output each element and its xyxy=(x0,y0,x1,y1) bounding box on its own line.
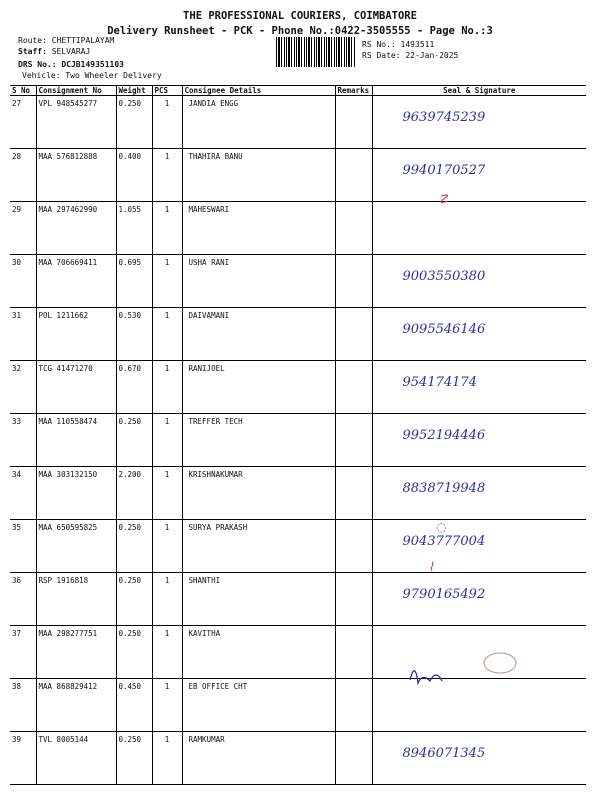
table-row xyxy=(10,573,586,626)
cell-signature xyxy=(372,520,586,573)
cell-consignee: KRISHNAKUMAR xyxy=(182,467,335,520)
staff-line xyxy=(18,47,90,56)
cell-consignment: MAA 110558474 xyxy=(36,414,116,467)
table-row xyxy=(10,149,586,202)
route-line xyxy=(18,36,114,45)
cell-signature xyxy=(372,202,586,255)
cell-consignee: THAHIRA BANU xyxy=(182,149,335,202)
cell-weight: 0.250 xyxy=(116,626,152,679)
barcode xyxy=(276,37,356,67)
cell-consignment: VPL 948545277 xyxy=(36,96,116,149)
cell-sno: 38 xyxy=(10,679,36,732)
table-row xyxy=(10,202,586,255)
cell-consignee: TREFFER TECH xyxy=(182,414,335,467)
col-sno: S No xyxy=(10,86,36,96)
vehicle-label: Vehicle: xyxy=(22,71,61,80)
drs-value: DCJB149351103 xyxy=(61,60,124,69)
cell-consignment: MAA 298277751 xyxy=(36,626,116,679)
table-row xyxy=(10,96,586,149)
drs-line xyxy=(18,60,124,69)
cell-remarks xyxy=(335,467,372,520)
cell-signature xyxy=(372,308,586,361)
cell-pcs: 1 xyxy=(152,361,182,414)
col-consignment: Consignment No xyxy=(36,86,116,96)
handwritten-signature: 9790165492 xyxy=(402,587,486,602)
col-consignee: Consignee Details xyxy=(182,86,335,96)
runsheet-title: Delivery Runsheet - PCK - Phone No.:0422-3505555 - Page No.:3 xyxy=(107,25,493,37)
cell-consignment: POL 1211662 xyxy=(36,308,116,361)
cell-weight: 1.055 xyxy=(116,202,152,255)
cell-sno: 36 xyxy=(10,573,36,626)
handwritten-signature: 8946071345 xyxy=(402,746,486,761)
table-row xyxy=(10,467,586,520)
cell-pcs: 1 xyxy=(152,202,182,255)
handwritten-signature: 9043777004 xyxy=(402,534,486,549)
cell-pcs: 1 xyxy=(152,255,182,308)
cell-remarks xyxy=(335,149,372,202)
cell-consignee: EB OFFICE CHT xyxy=(182,679,335,732)
cell-consignment: TVL 8005144 xyxy=(36,732,116,785)
stamp-mark: ⌇ xyxy=(428,560,434,574)
cell-consignee: MAHESWARI xyxy=(182,202,335,255)
handwritten-signature: 954174174 xyxy=(402,375,477,390)
cell-pcs: 1 xyxy=(152,626,182,679)
cell-weight: 0.450 xyxy=(116,679,152,732)
cell-consignment: MAA 297462990 xyxy=(36,202,116,255)
cell-pcs: 1 xyxy=(152,679,182,732)
cell-sno: 33 xyxy=(10,414,36,467)
handwritten-signature: 9940170527 xyxy=(402,163,486,178)
col-signature: Seal & Signature xyxy=(372,86,586,96)
cell-sno: 37 xyxy=(10,626,36,679)
cell-remarks xyxy=(335,520,372,573)
cell-weight: 0.250 xyxy=(116,96,152,149)
table-row xyxy=(10,255,586,308)
cell-signature xyxy=(372,149,586,202)
rs-no-line xyxy=(362,40,434,49)
cell-remarks xyxy=(335,626,372,679)
col-weight: Weight xyxy=(116,86,152,96)
cell-consignment: MAA 303132150 xyxy=(36,467,116,520)
cell-consignment: MAA 650595825 xyxy=(36,520,116,573)
cell-weight: 2.200 xyxy=(116,467,152,520)
cell-consignee: DAIVAMANI xyxy=(182,308,335,361)
cell-weight: 0.250 xyxy=(116,520,152,573)
cell-consignment: MAA 576812888 xyxy=(36,149,116,202)
cell-pcs: 1 xyxy=(152,149,182,202)
cell-pcs: 1 xyxy=(152,573,182,626)
stamp-mark: ☡ xyxy=(438,192,449,206)
cell-remarks xyxy=(335,96,372,149)
table-row xyxy=(10,732,586,785)
cell-signature xyxy=(372,573,586,626)
signature-scribble xyxy=(400,645,530,695)
cell-sno: 29 xyxy=(10,202,36,255)
vehicle-line xyxy=(22,71,162,80)
cell-consignment: MAA 868829412 xyxy=(36,679,116,732)
cell-weight: 0.530 xyxy=(116,308,152,361)
cell-remarks xyxy=(335,732,372,785)
handwritten-signature: 9639745239 xyxy=(402,110,486,125)
cell-consignment: TCG 41471270 xyxy=(36,361,116,414)
cell-consignment: RSP 1916818 xyxy=(36,573,116,626)
cell-remarks xyxy=(335,308,372,361)
route-label: Route: xyxy=(18,36,47,45)
cell-consignment: MAA 706669411 xyxy=(36,255,116,308)
cell-sno: 35 xyxy=(10,520,36,573)
cell-weight: 0.250 xyxy=(116,573,152,626)
table-row xyxy=(10,520,586,573)
route-value: CHETTIPALAYAM xyxy=(51,36,115,45)
cell-signature xyxy=(372,255,586,308)
handwritten-signature: 9095546146 xyxy=(402,322,486,337)
cell-remarks xyxy=(335,202,372,255)
table-row xyxy=(10,308,586,361)
cell-signature xyxy=(372,732,586,785)
staff-value: SELVARAJ xyxy=(51,47,91,56)
cell-pcs: 1 xyxy=(152,732,182,785)
cell-weight: 0.695 xyxy=(116,255,152,308)
cell-sno: 39 xyxy=(10,732,36,785)
drs-label: DRS No.: xyxy=(18,60,57,69)
table-header-row xyxy=(10,86,586,96)
cell-remarks xyxy=(335,573,372,626)
cell-weight: 0.250 xyxy=(116,414,152,467)
handwritten-signature: 9952194446 xyxy=(402,428,486,443)
col-remarks: Remarks xyxy=(335,86,372,96)
cell-consignee: RAMKUMAR xyxy=(182,732,335,785)
cell-pcs: 1 xyxy=(152,467,182,520)
cell-consignee: RANIJOEL xyxy=(182,361,335,414)
cell-consignee: SURYA PRAKASH xyxy=(182,520,335,573)
cell-sno: 30 xyxy=(10,255,36,308)
table-row xyxy=(10,414,586,467)
cell-sno: 32 xyxy=(10,361,36,414)
rs-date-line xyxy=(362,51,458,60)
cell-remarks xyxy=(335,255,372,308)
rs-date-value: 22-Jan-2025 xyxy=(405,51,459,60)
cell-signature xyxy=(372,361,586,414)
cell-remarks xyxy=(335,414,372,467)
handwritten-signature: 8838719948 xyxy=(402,481,486,496)
cell-weight: 0.250 xyxy=(116,732,152,785)
cell-sno: 34 xyxy=(10,467,36,520)
cell-consignee: USHA RANI xyxy=(182,255,335,308)
handwritten-signature: 9003550380 xyxy=(402,269,486,284)
cell-remarks xyxy=(335,679,372,732)
cell-pcs: 1 xyxy=(152,96,182,149)
rs-date-label: RS Date: xyxy=(362,51,401,60)
cell-sno: 27 xyxy=(10,96,36,149)
cell-pcs: 1 xyxy=(152,308,182,361)
stamp-mark: ◌ xyxy=(436,520,447,534)
cell-remarks xyxy=(335,361,372,414)
cell-sno: 28 xyxy=(10,149,36,202)
cell-signature xyxy=(372,96,586,149)
cell-pcs: 1 xyxy=(152,520,182,573)
rs-no-value: 1493511 xyxy=(400,40,435,49)
cell-consignee: JANDIA ENGG xyxy=(182,96,335,149)
vehicle-value: Two Wheeler Delivery xyxy=(65,71,162,80)
staff-label: Staff: xyxy=(18,47,47,56)
cell-weight: 0.400 xyxy=(116,149,152,202)
company-title: THE PROFESSIONAL COURIERS, COIMBATORE xyxy=(183,10,417,22)
col-pcs: PCS xyxy=(152,86,182,96)
cell-sno: 31 xyxy=(10,308,36,361)
table-row xyxy=(10,361,586,414)
cell-weight: 0.670 xyxy=(116,361,152,414)
cell-consignee: KAVITHA xyxy=(182,626,335,679)
cell-consignee: SHANTHI xyxy=(182,573,335,626)
cell-signature xyxy=(372,414,586,467)
rs-no-label: RS No.: xyxy=(362,40,396,49)
cell-pcs: 1 xyxy=(152,414,182,467)
cell-signature xyxy=(372,467,586,520)
